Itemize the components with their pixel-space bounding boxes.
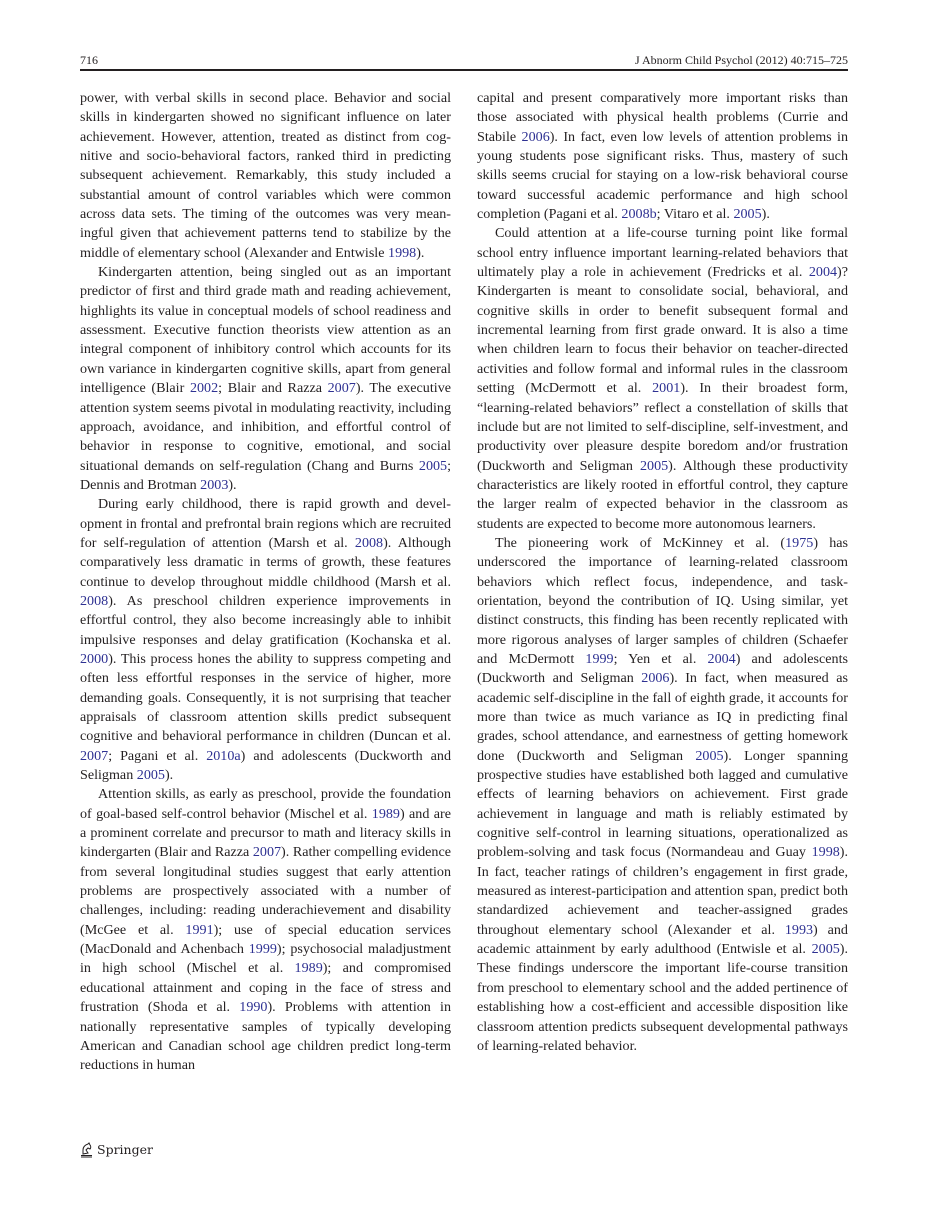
- body-text: ).: [761, 206, 770, 223]
- citation-link[interactable]: 1975: [785, 534, 814, 551]
- citation-link[interactable]: 2005: [811, 941, 840, 958]
- body-text: ). This process hones the ability to suppress competing and often less effortful responses in the service of higher, more demanding goals. Consequently, it is not surprising that teacher appraisals of classroom attention skills predict subsequent cognitive and behavioral performance in children (Duncan et al.: [80, 650, 451, 745]
- body-text: ). In fact, even low levels of attention problems in young students pose significant risks. Thus, mastery of such skills seems crucial for staying on a low-risk behavioral course toward successful academic performance and high school completion (Pagani et al.: [477, 128, 848, 223]
- body-text: ). As preschool children experience improvements in effortful control, they also become increasingly able to inhibit impulsive responses and delay gratification (Kochanska et al.: [80, 592, 451, 648]
- citation-link[interactable]: 2004: [707, 650, 736, 667]
- paragraph: [80, 89, 451, 263]
- body-text: power, with verbal skills in second place. Behavior and social skills in kindergarten showed no significant influence on later achievement. However, attention, treated as distinct from cognitive and socio-behavioral factors, ranked third in predicting subsequent achievement. Remarkably, this study included a substantial amount of control variables which were common across data sets. The timing of the outcomes was very meaningful given that achievement patterns tend to stabilize by the middle of elementary school (Alexander and Entwisle: [80, 90, 451, 261]
- body-text: ).: [416, 244, 425, 261]
- citation-link[interactable]: 1998: [811, 844, 840, 861]
- right-column: [477, 89, 848, 1056]
- body-text: ) and adolescents (Duckworth and Seligman: [477, 650, 849, 687]
- citation-link[interactable]: 2007: [80, 747, 109, 764]
- paragraph: [477, 89, 848, 224]
- body-text: ). In fact, teacher ratings of children’s engagement in first grade, measured as interest-participation and attention span, predict both standardized achievement and teacher-assigned grades throughout elementary school (Alexander et al.: [477, 844, 849, 938]
- citation-link[interactable]: 1999: [248, 941, 277, 958]
- body-text: ; Vitaro et al.: [656, 206, 734, 223]
- body-text: ); psychosocial maladjustment in high school (Mischel et al.: [80, 941, 452, 977]
- citation-link[interactable]: 2010a: [206, 747, 241, 764]
- citation-link[interactable]: 1999: [585, 650, 614, 667]
- citation-link[interactable]: 2005: [418, 457, 448, 474]
- body-text: ; Blair and Razza: [218, 380, 328, 397]
- paragraph: [80, 785, 451, 1075]
- body-text: ; Pagani et al.: [108, 747, 207, 764]
- citation-link[interactable]: 2007: [252, 844, 282, 861]
- citation-link[interactable]: 2002: [189, 380, 219, 397]
- body-text: Kindergarten attention, being singled out as an important predictor of first and third grade math and reading achievement, highlights its value in conceptual models of school readiness and assessment. Executive function theorists view attention as an integral component of inhibitory control which accounts for its own variance in kindergarten cognitive skills, apart from general intelligence (Blair: [80, 264, 451, 397]
- header-rule: [80, 69, 848, 71]
- body-text: ).: [164, 767, 174, 784]
- body-text: ). In their broadest form, “learning-related behaviors” reflect a constellation of skills that include but are not limited to self-discipline, self-investment, and productivity over pleasure despite boredom and/or frustration (Duckworth and Seligman: [477, 380, 848, 474]
- body-text: ); use of special education services (MacDonald and Achenbach: [80, 921, 452, 958]
- page-number: 716: [80, 53, 98, 67]
- citation-link[interactable]: 1993: [784, 921, 814, 938]
- running-header: [80, 51, 848, 69]
- citation-link[interactable]: 2003: [200, 476, 229, 493]
- body-text: ). Although these productivity characteristics are likely rooted in effortful control, they capture the larger realm of expected behavior in the classroom as students are expected to become more autonomous learners.: [477, 457, 848, 532]
- citation-link[interactable]: 1998: [388, 244, 417, 261]
- body-text: ); and compromised educational attainment and coping in the face of stress and frustration (Shoda et al.: [80, 960, 451, 1016]
- body-text: ) and adolescents (Duckworth and Seligman: [80, 747, 451, 784]
- paragraph: [80, 495, 451, 785]
- journal-citation: J Abnorm Child Psychol (2012) 40:715–725: [634, 53, 848, 67]
- citation-link[interactable]: 2005: [136, 767, 165, 784]
- citation-link[interactable]: 2004: [808, 264, 838, 281]
- body-text: ). In fact, when measured as academic self-discipline in the fall of eighth grade, it accounts for more than twice as much variance as IQ in predicting final grades, school attendance, and earnestness of getting homework done (Duckworth and Seligman: [477, 670, 848, 764]
- citation-link[interactable]: 2007: [327, 380, 356, 397]
- citation-link[interactable]: 2008: [80, 592, 109, 609]
- citation-link[interactable]: 1990: [239, 999, 268, 1016]
- body-text: Could attention at a life-course turning point like formal school entry influence important learning-related behaviors that ultimately play a role in achievement (Fredricks et al.: [477, 225, 848, 281]
- body-text: Attention skills, as early as preschool, provide the foundation of goal-based self-control behavior (Mischel et al.: [80, 786, 451, 822]
- publisher-footer: [80, 1140, 153, 1160]
- body-text: ). Problems with attention in nationally representative samples of typically developing American and Canadian school age children predict long-term reductions in human: [80, 999, 451, 1074]
- body-text: ) has underscored the importance of learning-related classroom behaviors which reflect focus, independence, and task-orientation, beyond the contribution of IQ. Using similar, yet distinct constructs, this finding has been recently replicated with more rigorous analyses of larger samples of children (Schaefer and McDermott: [477, 534, 848, 667]
- body-text: The pioneering work of McKinney et al. (: [495, 534, 786, 551]
- citation-link[interactable]: 1991: [185, 921, 214, 938]
- left-column: [80, 89, 451, 1076]
- body-text: ).: [228, 476, 237, 493]
- citation-link[interactable]: 2005: [695, 747, 724, 764]
- springer-knight-icon: [80, 1142, 94, 1158]
- paragraph: [80, 263, 451, 495]
- paragraph: [477, 534, 848, 1056]
- publisher-name: Springer: [97, 1142, 153, 1157]
- citation-link[interactable]: 2005: [639, 457, 669, 474]
- body-text: capital and present comparatively more important risks than those associated with physical health problems (Currie and Stabile: [477, 90, 848, 145]
- body-text: ; Dennis and Brotman: [80, 457, 451, 493]
- paragraph: [477, 224, 848, 534]
- body-text: ). Although comparatively less dramatic in terms of growth, these features continue to develop throughout middle childhood (Marsh et al.: [80, 534, 451, 590]
- citation-link[interactable]: 1989: [371, 805, 400, 822]
- citation-link[interactable]: 2005: [733, 206, 762, 223]
- citation-link[interactable]: 2000: [80, 650, 109, 667]
- body-text: ; Yen et al.: [613, 650, 708, 667]
- citation-link[interactable]: 2008: [354, 534, 384, 551]
- body-text: ) and academic attainment by early adulthood (Entwisle et al.: [477, 921, 848, 958]
- body-text: )? Kindergarten is meant to consolidate social, behavioral, and cognitive skills in order to benefit subsequent formal and incremental learning from first grade onward. It is also a time when children learn to focus their behavior on teacher-directed activities and follow formal and informal rules in the classroom setting (McDermott et al.: [477, 264, 848, 397]
- body-text: During early childhood, there is rapid growth and development in frontal and prefrontal brain regions which are recruited for self-regulation of attention (Marsh et al.: [80, 496, 451, 551]
- citation-link[interactable]: 1989: [294, 960, 323, 977]
- citation-link[interactable]: 2001: [652, 380, 681, 397]
- citation-link[interactable]: 2006: [641, 670, 670, 687]
- citation-link[interactable]: 2008b: [621, 206, 657, 223]
- body-text: ). Rather compelling evidence from several longitudinal studies suggest that early attention problems are prospectively associated with a number of challenges, including: reading underachievement and disability (McGee et al.: [80, 844, 451, 938]
- body-text: ). Longer spanning prospective studies have established both lagged and cumulative effects of learning behaviors on achievement. First grade achievement in language and math is reliably estimated by cognitive self-control in learning situations, operationalized as problem-solving and task focus (Normandeau and Guay: [477, 747, 848, 861]
- body-text: ). These findings underscore the important life-course transition from preschool to elementary school and the added pertinence of establishing how a cost-efficient and accessible disposition like classroom attention predicts subsequent developmental pathways of learning-related behavior.: [477, 941, 848, 1054]
- citation-link[interactable]: 2006: [521, 128, 550, 145]
- body-text: ) and are a prominent correlate and precursor to math and literacy skills in kindergarten (Blair and Razza: [80, 805, 452, 861]
- body-text: ). The executive attention system seems pivotal in modulating reactivity, including approach, avoidance, and inhibition, and effortful control of behavior in response to cognitive, emotional, and social situational demands on self-regulation (Chang and Burns: [80, 380, 451, 474]
